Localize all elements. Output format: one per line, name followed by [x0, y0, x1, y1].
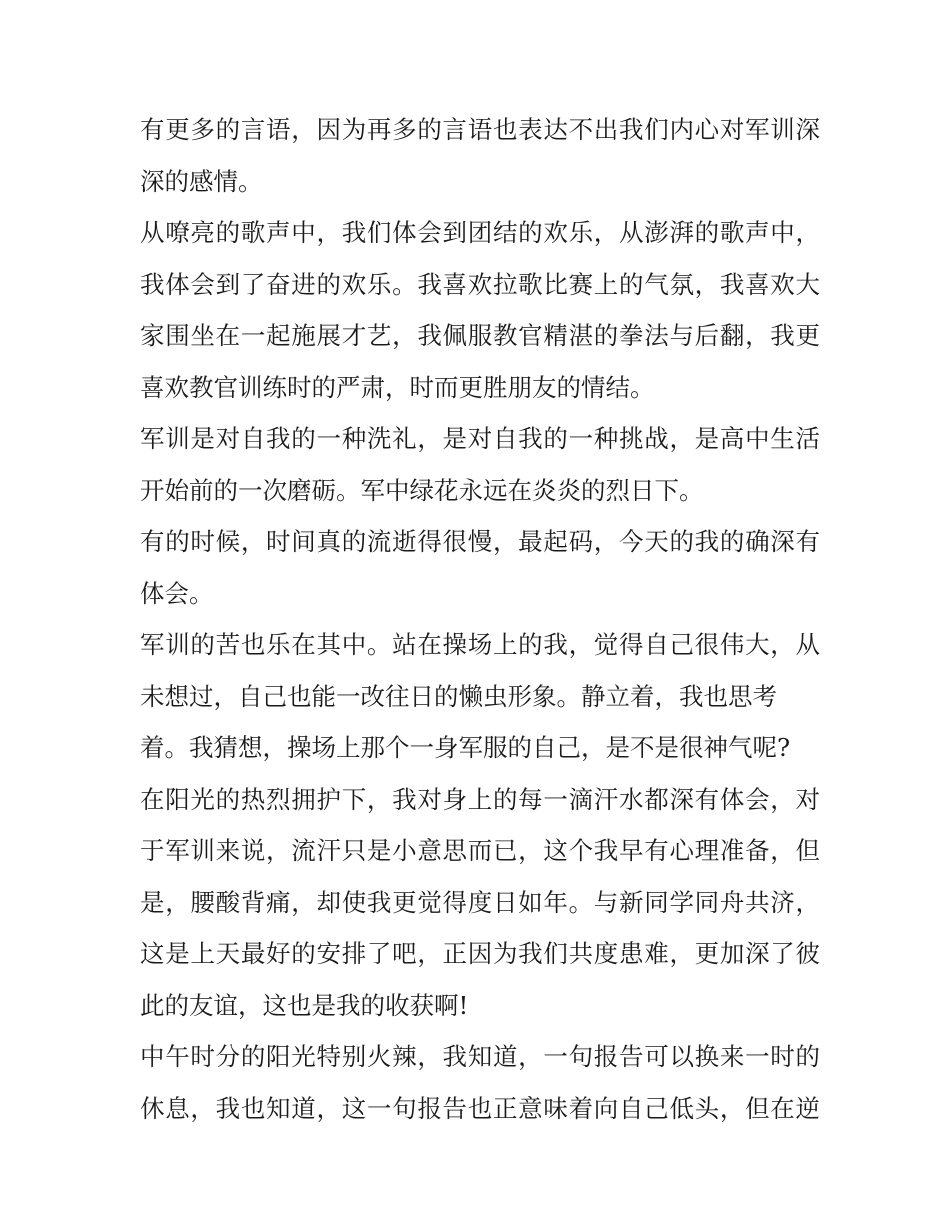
text-line: 在阳光的热烈拥护下，我对身上的每一滴汗水都深有体会，对 [140, 784, 820, 814]
text-line: 休息，我也知道，这一句报告也正意味着向自己低头，但在逆 [140, 1093, 820, 1123]
document-body [140, 104, 820, 1134]
text-line: 这是上天最好的安排了吧，正因为我们共度患难，更加深了彼 [140, 939, 820, 968]
text-line: 此的友谊，这也是我的收获啊! [140, 990, 469, 1020]
text-line: 军训是对自我的一种洗礼，是对自我的一种挑战，是高中生活 [140, 424, 820, 453]
text-line: 是，腰酸背痛，却使我更觉得度日如年。与新同学同舟共济， [140, 887, 820, 917]
text-line: 未想过，自己也能一改往日的懒虫形象。静立着，我也思考 [140, 681, 777, 711]
text-line: 有更多的言语，因为再多的言语也表达不出我们内心对军训深 [140, 115, 820, 144]
text-line: 喜欢教官训练时的严肃，时而更胜朋友的情结。 [140, 372, 655, 402]
text-line: 开始前的一次磨砺。军中绿花永远在炎炎的烈日下。 [140, 475, 704, 505]
text-line: 着。我猜想，操场上那个一身军服的自己，是不是很神气呢? [140, 733, 791, 762]
text-line: 于军训来说，流汗只是小意思而已，这个我早有心理准备，但 [140, 836, 820, 865]
text-line: 深的感情。 [140, 166, 263, 196]
text-line: 体会。 [140, 578, 214, 608]
text-line: 军训的苦也乐在其中。站在操场上的我，觉得自己很伟大，从 [140, 630, 820, 659]
text-line: 家围坐在一起施展才艺，我佩服教官精湛的拳法与后翻，我更 [140, 321, 820, 350]
text-line: 从嘹亮的歌声中，我们体会到团结的欢乐，从澎湃的歌声中， [140, 218, 820, 247]
text-line: 中午时分的阳光特别火辣，我知道，一句报告可以换来一时的 [140, 1042, 820, 1071]
text-line: 有的时候，时间真的流逝得很慢，最起码，今天的我的确深有 [140, 527, 820, 556]
text-line: 我体会到了奋进的欢乐。我喜欢拉歌比赛上的气氛，我喜欢大 [140, 269, 820, 299]
